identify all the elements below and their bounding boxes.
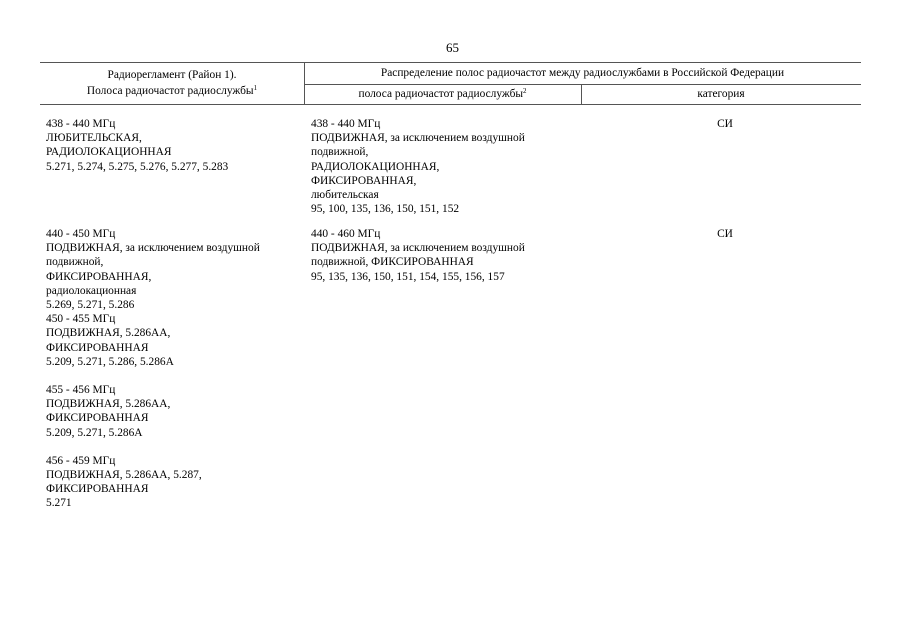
row1-middle-line: 95, 100, 135, 136, 150, 151, 152	[311, 203, 460, 216]
row1-middle-line: РАДИОЛОКАЦИОННАЯ,	[311, 160, 440, 173]
subheader-rule	[304, 84, 861, 85]
page-number: 65	[446, 40, 459, 55]
row2-left-line: ПОДВИЖНАЯ, 5.286АА, 5.287,	[46, 469, 202, 482]
row1-middle-line: 438 - 440 МГц	[311, 118, 381, 130]
row1-middle-line: подвижной,	[311, 146, 369, 159]
row2-left-line: 456 - 459 МГц	[46, 454, 116, 467]
row1-left-cell	[46, 117, 228, 174]
row2-left-line: 455 - 456 МГц	[46, 384, 116, 397]
table-top-rule	[40, 62, 861, 63]
row2-middle-cell	[311, 227, 525, 284]
row2-left-line: ПОДВИЖНАЯ, 5.286АА,	[46, 398, 171, 411]
block-spacer	[46, 369, 260, 383]
header-left-line1: Радиорегламент (Район 1).	[107, 69, 237, 81]
row2-left-line: ПОДВИЖНАЯ, за исключением воздушной	[46, 242, 260, 255]
row2-left-line: ФИКСИРОВАННАЯ	[46, 412, 149, 425]
row2-middle-line: ПОДВИЖНАЯ, за исключением воздушной	[311, 242, 525, 255]
row2-left-line: ФИКСИРОВАННАЯ	[46, 483, 149, 496]
row2-left-line: радиолокационная	[46, 284, 137, 297]
row2-left-line: 5.269, 5.271, 5.286	[46, 299, 135, 312]
block-spacer	[46, 440, 260, 454]
header-middle	[304, 86, 581, 102]
row2-left-line: 440 - 450 МГц	[46, 228, 116, 240]
header-middle-label: полоса радиочастот радиослужбы	[358, 88, 524, 100]
header-bottom-rule	[40, 104, 861, 105]
row1-left-line: 438 - 440 МГц	[46, 118, 116, 130]
row2-category: СИ	[717, 228, 733, 240]
footnote-mark-1: 1	[253, 84, 258, 92]
row1-left-line: ЛЮБИТЕЛЬСКАЯ,	[46, 132, 142, 145]
row2-left-line: ПОДВИЖНАЯ, 5.286АА,	[46, 327, 171, 340]
row2-left-line: подвижной,	[46, 256, 104, 269]
header-right-top: Распределение полос радиочастот между радиослужбами в Российской Федерации	[380, 67, 785, 79]
row2-left-line: ФИКСИРОВАННАЯ	[46, 341, 149, 354]
row2-left-line: ФИКСИРОВАННАЯ,	[46, 270, 152, 283]
row2-left-line: 5.209, 5.271, 5.286, 5.286А	[46, 355, 174, 368]
footnote-mark-2: 2	[523, 87, 527, 95]
row2-left-line: 450 - 455 МГц	[46, 313, 116, 326]
header-left	[40, 67, 304, 99]
row2-middle-line: 440 - 460 МГц	[311, 228, 381, 240]
row1-category: СИ	[717, 118, 733, 130]
row1-middle-line: ФИКСИРОВАННАЯ,	[311, 174, 417, 187]
header-category: категория	[697, 88, 745, 100]
row2-left-line: 5.209, 5.271, 5.286А	[46, 426, 143, 439]
row1-left-line: 5.271, 5.274, 5.275, 5.276, 5.277, 5.283	[46, 160, 229, 173]
header-left-line2: Полоса радиочастот радиослужбы	[86, 85, 254, 97]
row2-left-cell	[46, 227, 260, 511]
row1-middle-line: любительская	[311, 189, 379, 202]
row2-middle-line: подвижной, ФИКСИРОВАННАЯ	[311, 256, 474, 269]
row1-left-line: РАДИОЛОКАЦИОННАЯ	[46, 146, 172, 159]
row1-middle-line: ПОДВИЖНАЯ, за исключением воздушной	[311, 132, 525, 145]
row1-middle-cell	[311, 117, 525, 216]
row2-middle-line: 95, 135, 136, 150, 151, 154, 155, 156, 157	[311, 270, 505, 283]
row2-left-line: 5.271	[46, 497, 72, 510]
